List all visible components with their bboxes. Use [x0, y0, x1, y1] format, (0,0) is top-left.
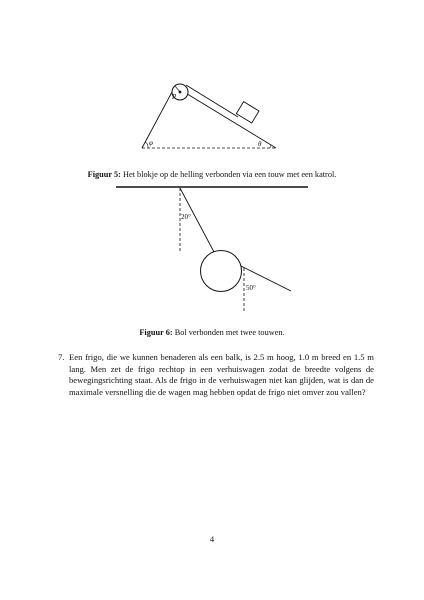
- figure-5-caption-prefix: Figuur 5:: [87, 170, 121, 179]
- figure-5-caption-text: Het blokje op de helling verbonden via een touw met een katrol.: [123, 170, 337, 179]
- right-incline: [184, 92, 276, 148]
- block: [236, 102, 259, 123]
- problem-text: Een frigo, die we kunnen benaderen als een balk, is 2.5 m hoog, 1.0 m breed en 1.5 m lang. Men zet de frigo rechtop in een verhuiswagen zodat de breedte volgens de bewegingsrichting staat. Als de frigo in de verhuiswagen niet kan glijden, wat is dan de maximale versnelling die de wagen mag hebben opdat de frigo niet omver zou vallen?: [69, 352, 374, 397]
- problem-number: 7.: [58, 352, 65, 362]
- angle-bottom-label: 50°: [246, 284, 256, 292]
- angle-left-label: φ: [149, 139, 153, 147]
- figure-6-caption-text: Bol verbonden met twee touwen.: [174, 328, 285, 337]
- page-number: 4: [209, 534, 215, 544]
- angle-right-arc: [270, 145, 271, 148]
- angle-top-label: 20°: [181, 213, 191, 221]
- left-incline: [142, 92, 172, 148]
- rope: [186, 85, 238, 117]
- angle-right-label: θ: [258, 140, 262, 148]
- ball: [201, 251, 242, 292]
- problem-7: [58, 352, 374, 398]
- figure-6-caption: [0, 328, 424, 338]
- angle-left-arc: [145, 142, 148, 148]
- figure-5-caption: [0, 170, 424, 180]
- pulley-label: R: [172, 93, 177, 101]
- figure-6-caption-prefix: Figuur 6:: [139, 328, 173, 337]
